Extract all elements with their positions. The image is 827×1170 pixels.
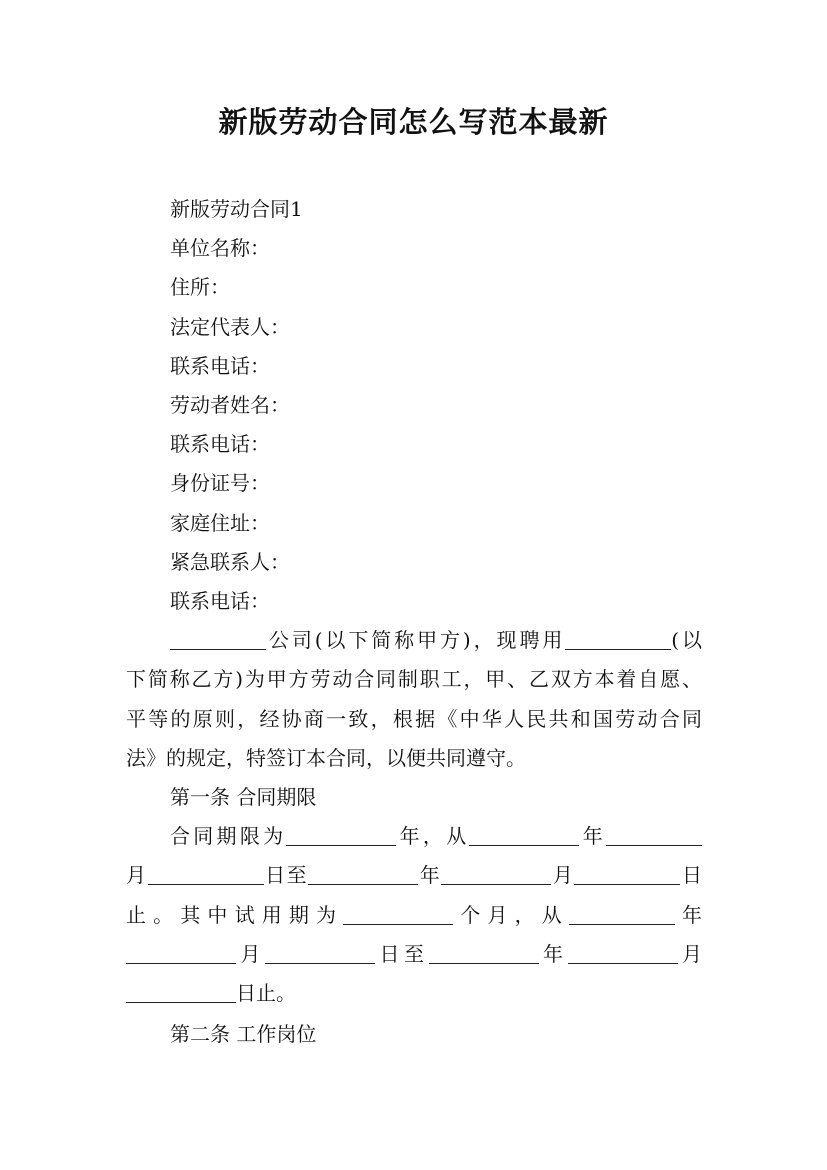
article-1-line-2: [126, 856, 702, 895]
end-year-label: 年: [418, 863, 442, 888]
blank-start-month: [606, 821, 702, 846]
article-1-line-5: [126, 974, 702, 1013]
document-body: [126, 190, 702, 1054]
field-home-address: 家庭住址：: [170, 510, 270, 535]
blank-trial-start-year: [569, 900, 675, 925]
article-1-line-4: [126, 935, 702, 974]
start-day-to: 日至: [263, 863, 309, 888]
article-1-line-3: [126, 896, 702, 935]
article-2-heading: 第二条 工作岗位: [170, 1022, 317, 1047]
blank-employee: [565, 625, 671, 650]
blank-start-day: [148, 860, 264, 885]
blank-end-month: [441, 860, 551, 885]
trial-end-day-label: 日止。: [236, 981, 296, 1006]
field-address: 住所：: [170, 275, 230, 300]
blank-start-year: [469, 821, 579, 846]
field-company-name: 单位名称：: [170, 236, 270, 261]
intro-text-1: 公司(以下简称甲方)，现聘用: [266, 628, 566, 653]
intro-text-2: (以: [671, 628, 702, 653]
intro-line-1: [126, 621, 702, 660]
blank-trial-months: [343, 900, 453, 925]
trial-end-year-label: 年: [538, 941, 568, 966]
field-worker-phone: 联系电话：: [170, 432, 270, 457]
blank-trial-start-day: [265, 939, 375, 964]
field-emergency-contact: 紧急联系人：: [170, 549, 290, 574]
end-month-label: 月: [551, 863, 575, 888]
contract-heading: 新版劳动合同1: [170, 197, 303, 221]
start-month-label: 月: [126, 863, 148, 888]
intro-line-2: 下简称乙方)为甲方劳动合同制职工，甲、乙双方本着自愿、: [126, 667, 702, 692]
blank-end-day: [574, 860, 680, 885]
blank-term-years: [286, 821, 396, 846]
trial-start-year-label: 年: [674, 902, 703, 927]
trial-end-month-label: 月: [677, 941, 702, 966]
term-year-from: 年，从: [396, 824, 470, 849]
blank-trial-end-year: [429, 939, 539, 964]
blank-trial-end-day: [126, 978, 236, 1003]
field-company-phone: 联系电话：: [170, 353, 270, 378]
intro-line-4: 法》的规定，特签订本合同，以便共同遵守。: [126, 745, 526, 770]
trial-lead: 止。其中试用期为: [126, 902, 344, 927]
field-worker-name: 劳动者姓名：: [170, 393, 290, 418]
end-day-label: 日: [680, 863, 703, 888]
field-legal-representative: 法定代表人：: [170, 314, 290, 339]
trial-start-month-label: 月: [236, 941, 265, 966]
article-1-heading: 第一条 合同期限: [170, 785, 317, 810]
trial-day-to: 日至: [375, 941, 429, 966]
document-title: 新版劳动合同怎么写范本最新: [218, 105, 609, 139]
blank-trial-end-month: [568, 939, 678, 964]
intro-line-3: 平等的原则，经协商一致，根据《中华人民共和国劳动合同: [126, 706, 702, 731]
trial-months-from: 个月，从: [453, 902, 569, 927]
blank-company: [170, 625, 266, 650]
blank-trial-start-month: [126, 939, 236, 964]
article-1-line-1: [126, 817, 702, 856]
field-emergency-phone: 联系电话：: [170, 589, 270, 614]
blank-end-year: [308, 860, 418, 885]
start-year-label: 年: [579, 824, 607, 849]
term-label: 合同期限为: [170, 824, 287, 849]
field-id-number: 身份证号：: [170, 471, 270, 496]
